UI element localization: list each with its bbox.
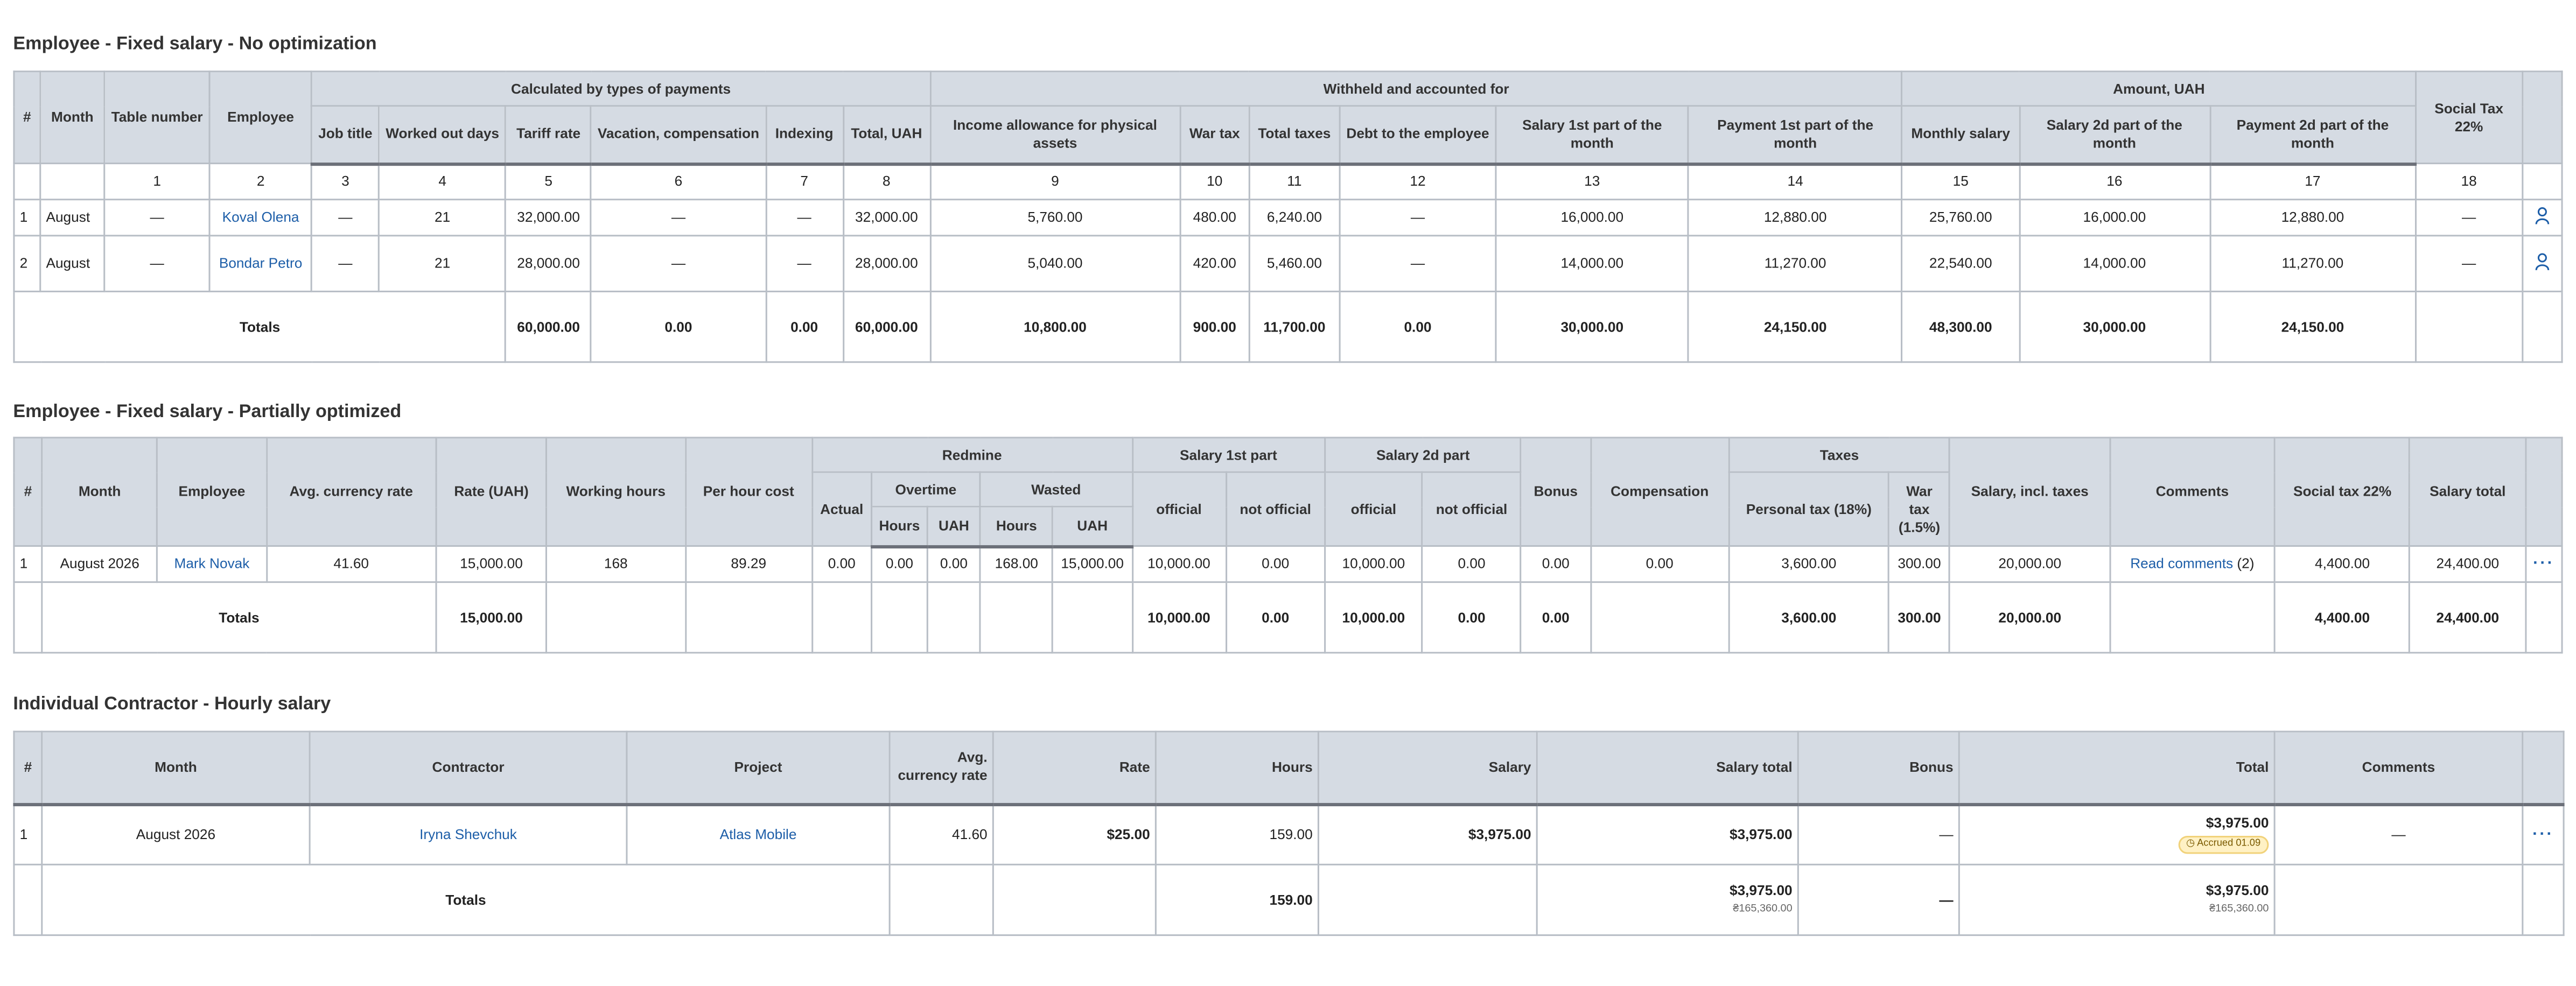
col-salary-2d: Salary 2d part of the month <box>2019 106 2210 164</box>
row-avg-rate: 41.60 <box>267 546 436 582</box>
row-ot-uah: 0.00 <box>927 546 980 582</box>
row-total <box>1959 804 2274 864</box>
col-total-uah: Total, UAH <box>843 106 930 164</box>
row-tariff: 32,000.00 <box>506 200 591 236</box>
row-action[interactable] <box>2523 804 2564 864</box>
table-row <box>14 546 2562 582</box>
row-social-tax: — <box>2416 200 2523 236</box>
row-table-number: — <box>104 200 210 236</box>
read-comments-link[interactable]: Read comments <box>2130 555 2234 572</box>
total-salary-total-uah: ₴165,360.00 <box>1733 903 1793 915</box>
total-salary-incl: 20,000.00 <box>1950 582 2110 653</box>
row-bonus: — <box>1798 804 1959 864</box>
col-worked-days: Worked out days <box>379 106 506 164</box>
col-number: 8 <box>843 164 930 200</box>
row-month: August 2026 <box>42 804 310 864</box>
row-salary-2d: 16,000.00 <box>2019 200 2210 236</box>
col-avg-rate: Avg. currency rate <box>267 438 436 546</box>
totals-label: Totals <box>14 292 506 362</box>
col-personal-tax: Personal tax (18%) <box>1729 472 1889 546</box>
row-s2-official: 10,000.00 <box>1325 546 1423 582</box>
col-salary: Salary <box>1318 731 1537 804</box>
total-s2-not-official: 0.00 <box>1422 582 1521 653</box>
col-table-number: Table number <box>104 72 210 164</box>
row-employee[interactable] <box>209 236 311 292</box>
col-number: 15 <box>1902 164 2019 200</box>
table-row <box>14 200 2562 236</box>
total-total-value: $3,975.00 <box>2206 882 2269 898</box>
row-war-tax: 300.00 <box>1889 546 1950 582</box>
col-total-taxes: Total taxes <box>1249 106 1340 164</box>
col-ot-uah: UAH <box>927 506 980 546</box>
total-total-taxes: 11,700.00 <box>1249 292 1340 362</box>
col-num: # <box>14 731 42 804</box>
col-actions <box>2523 731 2564 804</box>
table-no-optimization <box>13 71 2563 363</box>
col-war-tax: War tax <box>1180 106 1249 164</box>
row-project[interactable] <box>627 804 890 864</box>
section-title-contractor-hourly: Individual Contractor - Hourly salary <box>13 694 331 715</box>
row-hours: 159.00 <box>1156 804 1318 864</box>
group-salary-1st: Salary 1st part <box>1132 438 1325 472</box>
col-num: # <box>14 72 40 164</box>
more-actions-icon[interactable]: ··· <box>2532 825 2554 844</box>
row-payment-2d: 11,270.00 <box>2210 236 2416 292</box>
col-month: Month <box>42 731 310 804</box>
col-wasted: Wasted <box>980 472 1132 506</box>
row-employee[interactable] <box>157 546 266 582</box>
col-employee: Employee <box>209 72 311 164</box>
clock-icon: ◷ <box>2186 839 2197 850</box>
total-debt: 0.00 <box>1340 292 1496 362</box>
row-w-hours: 168.00 <box>980 546 1053 582</box>
row-per-hour: 89.29 <box>685 546 812 582</box>
col-comments: Comments <box>2110 438 2274 546</box>
col-avg-rate: Avg. currency rate <box>890 731 993 804</box>
col-number: 12 <box>1340 164 1496 200</box>
person-icon[interactable] <box>2535 252 2549 270</box>
col-num: # <box>14 438 42 546</box>
row-worked-days: 21 <box>379 200 506 236</box>
row-indexing: — <box>766 236 843 292</box>
col-per-hour: Per hour cost <box>685 438 812 546</box>
col-w-hours: Hours <box>980 506 1053 546</box>
totals-row <box>14 582 2562 653</box>
group-withheld: Withheld and accounted for <box>930 72 1902 106</box>
row-s1-not-official: 0.00 <box>1226 546 1325 582</box>
col-rate: Rate (UAH) <box>436 438 547 546</box>
col-job-title: Job title <box>312 106 379 164</box>
total-total <box>1959 864 2274 935</box>
col-salary-total: Salary total <box>2410 438 2525 546</box>
row-monthly-salary: 25,760.00 <box>1902 200 2019 236</box>
col-working-hours: Working hours <box>547 438 685 546</box>
row-total-value: $3,975.00 <box>2206 815 2269 832</box>
total-social-tax: 4,400.00 <box>2274 582 2410 653</box>
row-salary-1st: 14,000.00 <box>1496 236 1688 292</box>
row-total-uah: 32,000.00 <box>843 200 930 236</box>
total-salary-2d: 30,000.00 <box>2019 292 2210 362</box>
row-num: 1 <box>14 546 42 582</box>
project-link[interactable]: Atlas Mobile <box>719 825 797 842</box>
employee-link[interactable]: Koval Olena <box>222 208 299 225</box>
row-salary-1st: 16,000.00 <box>1496 200 1688 236</box>
row-job-title: — <box>312 200 379 236</box>
col-number: 7 <box>766 164 843 200</box>
col-number: 10 <box>1180 164 1249 200</box>
row-payment-2d: 12,880.00 <box>2210 200 2416 236</box>
col-number: 17 <box>2210 164 2416 200</box>
row-total-uah: 28,000.00 <box>843 236 930 292</box>
total-income-allowance: 10,800.00 <box>930 292 1180 362</box>
col-employee: Employee <box>157 438 266 546</box>
col-income-allowance: Income allowance for physical assets <box>930 106 1180 164</box>
row-debt: — <box>1340 200 1496 236</box>
row-num: 2 <box>14 236 40 292</box>
row-payment-1st: 11,270.00 <box>1688 236 1902 292</box>
group-calculated: Calculated by types of payments <box>312 72 930 106</box>
accrued-badge <box>2178 836 2269 855</box>
col-overtime: Overtime <box>871 472 980 506</box>
col-month: Month <box>40 72 104 164</box>
row-monthly-salary: 22,540.00 <box>1902 236 2019 292</box>
col-number: 9 <box>930 164 1180 200</box>
col-number: 18 <box>2416 164 2523 200</box>
col-project: Project <box>627 731 890 804</box>
col-rate: Rate <box>993 731 1156 804</box>
row-salary-total: $3,975.00 <box>1537 804 1798 864</box>
col-actual: Actual <box>812 472 871 546</box>
col-s2-not-official: not official <box>1422 472 1521 546</box>
col-total: Total <box>1959 731 2274 804</box>
total-salary-total <box>1537 864 1798 935</box>
row-social-tax: — <box>2416 236 2523 292</box>
total-total-uah: 60,000.00 <box>843 292 930 362</box>
total-salary-1st: 30,000.00 <box>1496 292 1688 362</box>
row-month: August <box>40 236 104 292</box>
row-vacation: — <box>591 236 766 292</box>
row-war-tax: 480.00 <box>1180 200 1249 236</box>
row-ot-hours: 0.00 <box>871 546 927 582</box>
total-tariff: 60,000.00 <box>506 292 591 362</box>
row-total-taxes: 5,460.00 <box>1249 236 1340 292</box>
row-compensation: 0.00 <box>1591 546 1729 582</box>
totals-label: Totals <box>42 864 890 935</box>
row-contractor[interactable] <box>310 804 627 864</box>
total-payment-2d: 24,150.00 <box>2210 292 2416 362</box>
row-avg-rate: 41.60 <box>890 804 993 864</box>
total-s1-not-official: 0.00 <box>1226 582 1325 653</box>
row-rate: $25.00 <box>993 804 1156 864</box>
row-worked-days: 21 <box>379 236 506 292</box>
row-working-hours: 168 <box>547 546 685 582</box>
col-vacation: Vacation, compensation <box>591 106 766 164</box>
total-total-uah: ₴165,360.00 <box>2209 903 2269 915</box>
row-action[interactable] <box>2525 546 2562 582</box>
section-title-partially-optimized: Employee - Fixed salary - Partially optimized <box>13 402 402 422</box>
col-number: 6 <box>591 164 766 200</box>
contractor-link[interactable]: Iryna Shevchuk <box>419 825 517 842</box>
row-employee[interactable] <box>209 200 311 236</box>
totals-label: Totals <box>42 582 436 653</box>
row-vacation: — <box>591 200 766 236</box>
row-salary-2d: 14,000.00 <box>2019 236 2210 292</box>
totals-row <box>14 864 2564 935</box>
row-month: August 2026 <box>42 546 157 582</box>
col-contractor: Contractor <box>310 731 627 804</box>
totals-row <box>14 292 2562 362</box>
group-salary-2d: Salary 2d part <box>1325 438 1521 472</box>
total-s2-official: 10,000.00 <box>1325 582 1423 653</box>
col-bonus: Bonus <box>1521 438 1591 546</box>
col-comments: Comments <box>2274 731 2523 804</box>
row-income-allowance: 5,040.00 <box>930 236 1180 292</box>
total-salary-total: 24,400.00 <box>2410 582 2525 653</box>
section-title-no-optimization: Employee - Fixed salary - No optimization <box>13 34 377 54</box>
row-payment-1st: 12,880.00 <box>1688 200 1902 236</box>
comments-count: (2) <box>2237 555 2255 572</box>
row-s1-official: 10,000.00 <box>1132 546 1226 582</box>
total-bonus: 0.00 <box>1521 582 1591 653</box>
col-number: 5 <box>506 164 591 200</box>
row-comments <box>2110 546 2274 582</box>
col-number: 4 <box>379 164 506 200</box>
col-actions <box>2525 438 2562 546</box>
col-s1-official: official <box>1132 472 1226 546</box>
row-indexing: — <box>766 200 843 236</box>
employee-link[interactable]: Bondar Petro <box>219 254 303 271</box>
column-number-row <box>14 164 2562 200</box>
col-debt: Debt to the employee <box>1340 106 1496 164</box>
row-income-allowance: 5,760.00 <box>930 200 1180 236</box>
col-number: 1 <box>104 164 210 200</box>
row-action[interactable] <box>2522 200 2562 236</box>
table-partially-optimized <box>13 437 2563 654</box>
total-war-tax: 300.00 <box>1889 582 1950 653</box>
col-number: 11 <box>1249 164 1340 200</box>
total-monthly-salary: 48,300.00 <box>1902 292 2019 362</box>
row-num: 1 <box>14 200 40 236</box>
total-s1-official: 10,000.00 <box>1132 582 1226 653</box>
employee-link[interactable]: Mark Novak <box>174 555 250 572</box>
col-number: 14 <box>1688 164 1902 200</box>
row-num: 1 <box>14 804 42 864</box>
group-amount: Amount, UAH <box>1902 72 2416 106</box>
col-hours: Hours <box>1156 731 1318 804</box>
row-salary: $3,975.00 <box>1318 804 1537 864</box>
more-actions-icon[interactable]: ··· <box>2533 555 2554 573</box>
row-action[interactable] <box>2522 236 2562 292</box>
row-salary-incl: 20,000.00 <box>1950 546 2110 582</box>
total-rate: 15,000.00 <box>436 582 547 653</box>
table-row <box>14 804 2564 864</box>
total-hours: 159.00 <box>1156 864 1318 935</box>
table-contractor-hourly <box>13 731 2564 936</box>
row-actual: 0.00 <box>812 546 871 582</box>
table-row <box>14 236 2562 292</box>
person-icon[interactable] <box>2535 206 2549 224</box>
row-bonus: 0.00 <box>1521 546 1591 582</box>
col-number: 16 <box>2019 164 2210 200</box>
col-compensation: Compensation <box>1591 438 1729 546</box>
row-s2-not-official: 0.00 <box>1422 546 1521 582</box>
row-war-tax: 420.00 <box>1180 236 1249 292</box>
group-taxes: Taxes <box>1729 438 1950 472</box>
row-personal-tax: 3,600.00 <box>1729 546 1889 582</box>
col-payment-1st: Payment 1st part of the month <box>1688 106 1902 164</box>
col-number: 3 <box>312 164 379 200</box>
col-salary-incl: Salary, incl. taxes <box>1950 438 2110 546</box>
row-comments: — <box>2274 804 2523 864</box>
col-bonus: Bonus <box>1798 731 1959 804</box>
col-w-uah: UAH <box>1053 506 1132 546</box>
row-total-taxes: 6,240.00 <box>1249 200 1340 236</box>
col-social-tax: Social tax 22% <box>2274 438 2410 546</box>
col-number: 13 <box>1496 164 1688 200</box>
total-vacation: 0.00 <box>591 292 766 362</box>
col-s2-official: official <box>1325 472 1423 546</box>
total-indexing: 0.00 <box>766 292 843 362</box>
col-salary-1st: Salary 1st part of the month <box>1496 106 1688 164</box>
group-redmine: Redmine <box>812 438 1132 472</box>
col-s1-not-official: not official <box>1226 472 1325 546</box>
total-payment-1st: 24,150.00 <box>1688 292 1902 362</box>
row-salary-total: 24,400.00 <box>2410 546 2525 582</box>
row-w-uah: 15,000.00 <box>1053 546 1132 582</box>
col-ot-hours: Hours <box>871 506 927 546</box>
col-tariff-rate: Tariff rate <box>506 106 591 164</box>
col-payment-2d: Payment 2d part of the month <box>2210 106 2416 164</box>
col-salary-total: Salary total <box>1537 731 1798 804</box>
accrued-badge-label: Accrued 01.09 <box>2197 839 2261 850</box>
col-social-tax: Social Tax 22% <box>2416 72 2523 164</box>
col-month: Month <box>42 438 157 546</box>
row-month: August <box>40 200 104 236</box>
row-tariff: 28,000.00 <box>506 236 591 292</box>
col-number: 2 <box>209 164 311 200</box>
total-war-tax: 900.00 <box>1180 292 1249 362</box>
total-salary-total-value: $3,975.00 <box>1729 882 1793 898</box>
total-personal-tax: 3,600.00 <box>1729 582 1889 653</box>
row-job-title: — <box>312 236 379 292</box>
total-bonus: — <box>1798 864 1959 935</box>
row-social-tax: 4,400.00 <box>2274 546 2410 582</box>
col-monthly-salary: Monthly salary <box>1902 106 2019 164</box>
col-actions <box>2522 72 2562 164</box>
col-war-tax: War tax (1.5%) <box>1889 472 1950 546</box>
row-table-number: — <box>104 236 210 292</box>
row-rate: 15,000.00 <box>436 546 547 582</box>
col-indexing: Indexing <box>766 106 843 164</box>
row-debt: — <box>1340 236 1496 292</box>
